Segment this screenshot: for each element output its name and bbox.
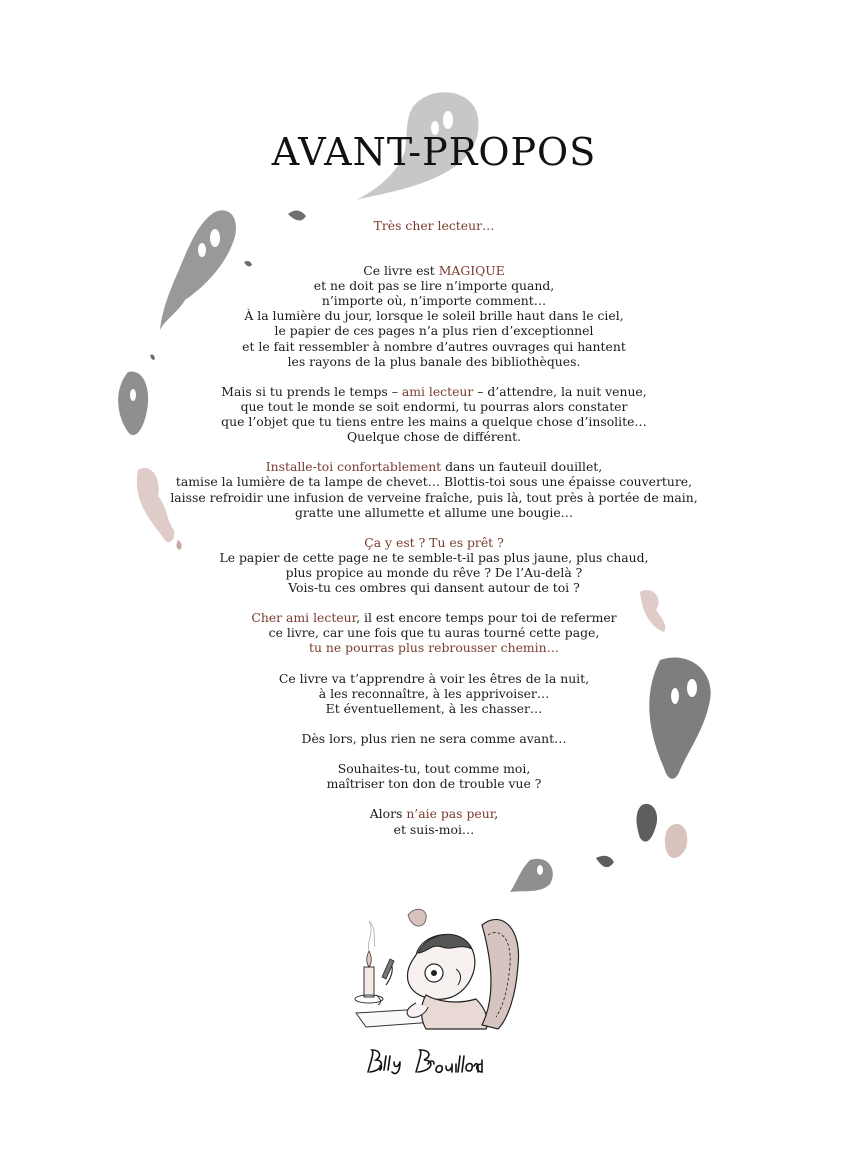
paragraph-4-line: Vois-tu ces ombres qui dansent autour de toi ? xyxy=(288,580,580,596)
paragraph-1-line: et ne doit pas se lire n’importe quand, xyxy=(313,278,555,294)
paragraph-9-line: Alors n’aie pas peur, xyxy=(369,806,499,822)
paragraph-3-line: Installe-toi confortablement dans un fauteuil douillet, xyxy=(265,459,603,475)
paragraph-2-line: que l’objet que tu tiens entre les mains a quelque chose d’insolite… xyxy=(221,414,647,430)
paragraph-4-line: Le papier de cette page ne te semble-t-il pas plus jaune, plus chaud, xyxy=(219,549,649,565)
ghost-icon xyxy=(596,856,614,867)
candle-icon xyxy=(355,921,383,1005)
highlight-ami-lecteur: ami lecteur xyxy=(401,383,474,399)
paragraph-7-line: Dès lors, plus rien ne sera comme avant… xyxy=(301,731,567,746)
paragraph-1-line: n’importe où, n’importe comment… xyxy=(321,293,547,309)
paragraph-3-line: gratte une allumette et allume une bougie… xyxy=(294,504,574,520)
child-character xyxy=(407,934,487,1029)
paragraph-1-line: Ce livre est MAGIQUE xyxy=(363,263,505,279)
highlight-installe-toi: Installe-toi confortablement xyxy=(265,459,442,475)
highlight-cher-ami: Cher ami lecteur xyxy=(251,610,357,626)
paragraph-1-line: les rayons de la plus banale des bibliothèques. xyxy=(287,353,581,369)
paragraph-5-line: Cher ami lecteur, il est encore temps pour toi de refermer xyxy=(251,610,617,626)
highlight-magique: MAGIQUE xyxy=(438,263,505,279)
paragraph-1-line: le papier de ces pages n’a plus rien d’exceptionnel xyxy=(274,323,594,339)
paragraph-6-line: à les reconnaître, à les apprivoiser… xyxy=(318,685,550,701)
paragraph-8-line: Souhaites-tu, tout comme moi, xyxy=(337,761,531,777)
chair-back xyxy=(482,919,519,1029)
paragraph-5-line: ce livre, car une fois que tu auras tourné cette page, xyxy=(268,625,600,641)
page-title: AVANT-PROPOS xyxy=(271,130,597,174)
paragraph-9-line: et suis-moi… xyxy=(393,821,475,837)
paragraph-1-line: À la lumière du jour, lorsque le soleil brille haut dans le ciel, xyxy=(244,308,624,324)
paragraph-2-line: Mais si tu prends le temps – ami lecteur – d’attendre, la nuit venue, xyxy=(221,383,647,399)
paragraph-6-line: Ce livre va t’apprendre à voir les êtres de la nuit, xyxy=(278,670,590,686)
paragraph-4-line: Ça y est ? Tu es prêt ? xyxy=(364,534,504,550)
paragraph-3-line: tamise la lumière de ta lampe de chevet… Blottis-toi sous une épaisse couverture, xyxy=(175,474,693,490)
paragraph-3-line: laisse refroidir une infusion de verveine fraîche, puis là, tout près à portée de main, xyxy=(170,489,698,505)
paragraph-1-line: et le fait ressembler à nombre d’autres ouvrages qui hantent xyxy=(242,338,626,354)
paragraph-8-line: maîtriser ton don de trouble vue ? xyxy=(326,776,542,792)
paragraph-6-line: Et éventuellement, à les chasser… xyxy=(325,700,543,716)
child-writing-illustration xyxy=(346,895,526,1035)
foreword-text xyxy=(140,218,728,837)
paragraph-2-line: Quelque chose de différent. xyxy=(346,429,521,445)
highlight-naie-pas-peur: n’aie pas peur xyxy=(406,806,495,822)
paragraph-5-line: tu ne pourras plus rebrousser chemin… xyxy=(308,640,560,656)
paragraph-4-line: plus propice au monde du rêve ? De l’Au-delà ? xyxy=(285,564,583,580)
signature-icon xyxy=(362,1044,502,1080)
paragraph-2-line: que tout le monde se soit endormi, tu pourras alors constater xyxy=(240,398,628,414)
ghost-icon xyxy=(510,859,553,892)
greeting: Très cher lecteur… xyxy=(373,218,495,233)
